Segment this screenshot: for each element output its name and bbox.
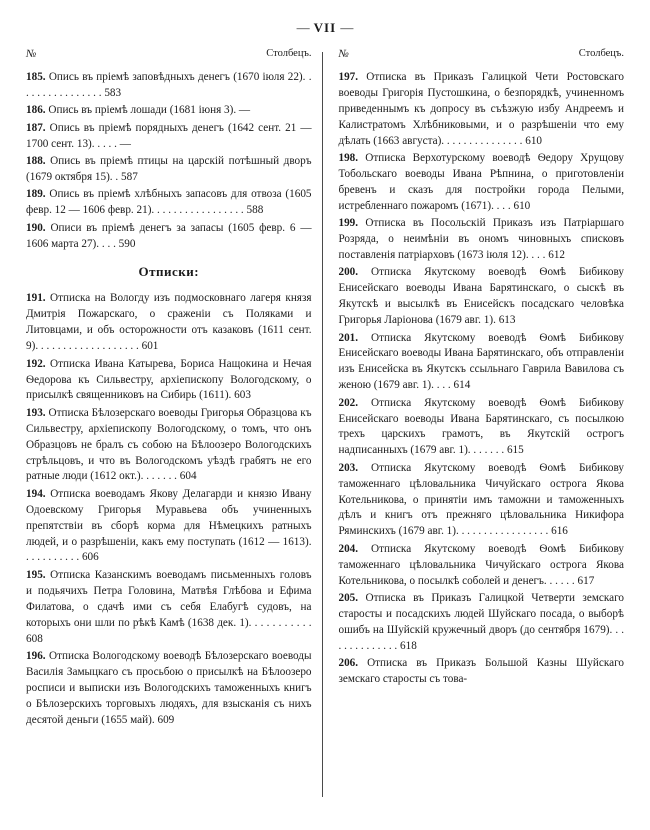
column-label: Столбецъ. (266, 48, 312, 59)
folio-number: VII (313, 20, 337, 35)
entry-page: 590 (118, 237, 136, 250)
left-column-header (26, 48, 312, 61)
entry-page: 603 (234, 389, 251, 402)
entry-text: Опись въ пріемѣ птицы на царскій потѣшный дворъ (1679 октября 15). . (26, 155, 312, 183)
list-item (338, 461, 624, 541)
entry-number: 202. (338, 396, 359, 409)
list-item (338, 591, 624, 655)
entry-page: 588 (246, 204, 264, 217)
entry-text: Опись въ пріемѣ порядныхъ денегъ (1642 сент. 21 — 1700 сент. 13). . . . . — (26, 121, 312, 150)
entry-page: 587 (121, 170, 138, 183)
list-item (26, 103, 312, 119)
entry-page: 615 (506, 444, 524, 457)
list-item (26, 221, 312, 253)
columns-container (26, 48, 624, 808)
entry-text: Отписка въ Приказъ Галицкой Четверти земскаго старосты и посадскихъ людей Шуйскаго посада, о выборѣ ошибъ на Шуйскій кружечный дворъ (до сентября 1679). . . . . . . . . . . . . . (338, 592, 625, 652)
right-column (324, 48, 624, 689)
entry-text: Отписка на Вологду изъ подмосковнаго лагеря князя Дмитрія Пожарскаго, о сраженіи съ Поляками и Литовцами, и объ осторожности отъ казаковъ (1611 сент. 9). . . . . . . . . . . . . . . . . . . (26, 292, 312, 353)
number-mark: № (338, 48, 349, 60)
entry-page: 610 (525, 134, 542, 147)
section-heading: Отписки: (138, 264, 200, 280)
entry-page: 613 (498, 314, 516, 327)
entry-number: 200. (338, 266, 359, 279)
entry-number: 191. (26, 292, 46, 305)
list-item (26, 568, 312, 648)
left-column (26, 48, 320, 730)
entry-page: 606 (81, 551, 99, 564)
entry-number: 186. (26, 104, 46, 117)
entry-page: 617 (577, 574, 595, 587)
entry-text: Отписка Верхотурскому воеводѣ Ѳедору Хрущову Тобольскаго воеводы Ивана Рѣпнина, о приготовленіи бревенъ и сказъ для постройки города Пелыми, истребленнаго пожаромъ (1671). . . . (338, 152, 624, 212)
entry-page: 616 (551, 525, 568, 538)
entry-number: 198. (338, 152, 359, 165)
list-item (26, 406, 312, 486)
entry-text: Отписка въ Посольскій Приказъ изъ Патріаршаго Розряда, о неимѣніи въ ономъ чиновныхъ списковъ поставленія патріарховъ (1673 іюля 12). . . . (338, 217, 625, 261)
entry-number: 196. (26, 649, 46, 662)
entry-number: 206. (338, 657, 359, 670)
column-label: Столбецъ. (578, 48, 624, 59)
list-item (338, 265, 624, 329)
entry-text: Отписка Якутскому воеводѣ Ѳомѣ Бибикову Енисейскаго воеводы Ивана Барятинскаго, о сыскѣ въ Якутскѣ и высылкѣ въ Енисейскъ посадскаго человѣка Григорья Ларіонова (1679 авг. 1). (338, 266, 625, 327)
number-mark: № (26, 48, 37, 60)
entry-text: Отписка Ивана Катырева, Бориса Нащокина и Нечая Ѳедорова къ Сильвестру, архіепископу Вологодскому, о присылкѣ священниковъ на Сибирь (1611). (26, 357, 312, 402)
entry-page: 604 (179, 470, 197, 483)
entry-page: 614 (453, 379, 471, 392)
entry-text: Отписка Вологодскому воеводѣ Бѣлозерскаго воеводы Василія Замыцкаго съ просьбою о присылкѣ на Бѣлоозеро росписи и выписки изъ Вологодскихъ таможенныхъ книгъ о Бѣлозерскихъ торговыхъ людяхъ, для взысканія съ нихъ десятой деньги (1655 май). (26, 649, 312, 726)
entry-text: Отписка Казанскимъ воеводамъ письменныхъ головъ и подьячихъ Петра Головина, Матвѣя Глѣбова и Ефима Филатова, о сдачѣ ими съ себя Елабугѣ судовъ, на которыхъ они шли по рѣкѣ Камѣ (1638 дек. 1). . . . . . . . . . . (26, 568, 312, 629)
page-header (26, 20, 624, 36)
header-dash-left: — (296, 20, 310, 35)
entry-page: 608 (26, 632, 43, 645)
entry-number: 189. (26, 188, 46, 201)
entry-page: 618 (400, 639, 417, 652)
entry-number: 193. (26, 406, 46, 419)
list-item (338, 216, 624, 264)
entry-text: Описи въ пріемѣ денегъ за запасы (1605 февр. 6 — 1606 марта 27). . . . (26, 221, 312, 250)
header-dash-right: — (340, 20, 354, 35)
list-item (26, 70, 312, 102)
list-item (338, 70, 624, 150)
entry-number: 187. (26, 121, 46, 134)
list-item (338, 151, 624, 215)
entry-text: Отписка Якутскому воеводѣ Ѳомѣ Бибикову таможеннаго цѣловальника Чичуйскаго острога Якова Котельникова, о принятіи имъ таможни и таможенныхъ дѣлъ и книгъ отъ прежняго цѣловальника Никифора Ряминскихъ (1679 авг. 1). . . . . . . . . . . . . . . . . (338, 461, 625, 538)
column-divider (322, 52, 323, 797)
entry-text: Опись въ пріемѣ лошади (1681 іюня 3). — (48, 104, 251, 117)
entry-number: 188. (26, 155, 46, 168)
entry-text: Отписка въ Приказъ Большой Казны Шуйскаго земскаго старосты съ това- (338, 657, 624, 686)
list-item (338, 656, 624, 688)
right-column-header (338, 48, 624, 61)
list-item (26, 291, 312, 355)
entry-text: Отписка Якутскому воеводѣ Ѳомѣ Бибикову Енисейскаго воеводы Ивана Барятинскаго, съ посылкою трехъ царскихъ грамотъ, въ Якутскій острогъ надписанныхъ (1679 авг. 1). . . . . . . (338, 396, 625, 457)
entry-number: 203. (338, 461, 359, 474)
list-item (338, 331, 624, 395)
entry-text: Отписка Бѣлозерскаго воеводы Григорья Образцова къ Сильвестру, архіепископу Вологодскому, о томъ, что онъ Образцовъ не бралъ съ собою на Бѣлоозеро Вологодскихъ стрѣльцовъ, и что въ Вологодскомъ уѣздѣ грабятъ не его ратные люди (1612 окт.). . . . . . . (26, 406, 312, 483)
entry-text: Опись въ пріемѣ заповѣдныхъ денегъ (1670 іюля 22). . . . . . . . . . . . . . . . (26, 71, 312, 99)
list-item (26, 154, 312, 186)
list-item (338, 542, 624, 590)
entry-page: 609 (157, 713, 175, 726)
entry-page: 610 (513, 199, 531, 212)
entry-number: 192. (26, 357, 46, 370)
entry-text: Опись въ пріемѣ хлѣбныхъ запасовъ для отвоза (1605 февр. 12 — 1606 февр. 21). . . . . . . . . . . . . . . . . (26, 188, 312, 217)
entry-text: Отписка въ Приказъ Галицкой Чети Ростовскаго воеводы Григорія Пустошкина, о безпорядкѣ, учиненномъ приведеннымъ къ допросу въ съѣзжую избу Андреемъ и Калистратомъ Хлѣбниковыми, и о разрѣшеніи что ему дѣлать (1663 августа). . . . . . . . . . . . . . . (338, 71, 624, 147)
list-item (338, 396, 624, 460)
entry-number: 204. (338, 542, 359, 555)
entry-page: 601 (141, 340, 159, 353)
list-item (26, 187, 312, 219)
entry-text: Отписка Якутскому воеводѣ Ѳомѣ Бибикову таможеннаго цѣловальника Чичуйскаго острога Якова Котельникова, о посылкѣ соболей и денегъ. . . . . . (338, 542, 625, 587)
list-item (26, 487, 312, 567)
entry-text: Отписка воеводамъ Якову Делагарди и князю Ивану Одоевскому Григорья Муравьева объ учиненныхъ препятствіи въ сборѣ корма для Нѣмецкихъ ратныхъ людей, и о разрѣшеніи, какъ ему поступать (1612 — 1613). . . . . . . . . . . (26, 487, 312, 564)
list-item (26, 649, 312, 729)
entry-page: 612 (548, 248, 565, 261)
entry-text: Отписка Якутскому воеводѣ Ѳомѣ Бибикову Енисейскаго воеводы Ивана Барятинскаго, объ отправленіи изъ Енисейска въ Якутскъ ссыльнаго Гаврила Вавилова съ женою (1679 авг. 1). . . . (338, 331, 625, 392)
entry-number: 205. (338, 592, 359, 604)
entry-number: 195. (26, 568, 46, 581)
entry-page: 583 (104, 86, 122, 99)
entry-number: 201. (338, 331, 359, 344)
list-item (26, 121, 312, 153)
entry-number: 185. (26, 71, 46, 83)
entry-number: 190. (26, 221, 46, 234)
entry-number: 199. (338, 217, 359, 230)
list-item (26, 357, 312, 405)
entry-number: 197. (338, 71, 359, 83)
entry-number: 194. (26, 487, 46, 500)
